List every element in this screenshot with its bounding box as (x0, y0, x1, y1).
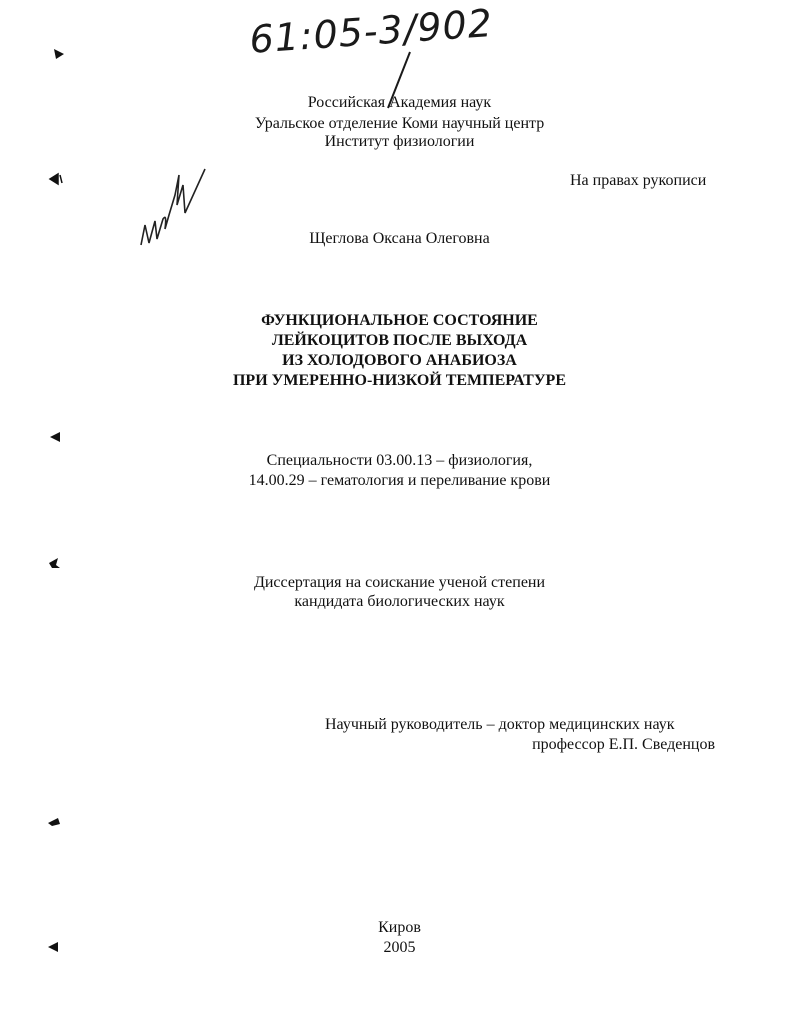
title-line-4: ПРИ УМЕРЕННО-НИЗКОЙ ТЕМПЕРАТУРЕ (232, 372, 566, 389)
institute-name: Институт физиологии (324, 133, 475, 150)
degree-line-2: кандидата биологических наук (294, 593, 505, 610)
title-line-2: ЛЕЙКОЦИТОВ ПОСЛЕ ВЫХОДА (271, 332, 528, 349)
title-line-1: ФУНКЦИОНАЛЬНОЕ СОСТОЯНИЕ (261, 312, 538, 329)
specialty-line-1: Специальности 03.00.13 – физиология, (266, 452, 533, 469)
manuscript-note: На правах рукописи (570, 172, 707, 189)
city: Киров (378, 919, 421, 936)
margin-mark-3 (48, 430, 62, 444)
margin-mark-4 (46, 556, 62, 572)
academy-name: Российская Академия наук (307, 94, 492, 111)
supervisor-line-2: профессор Е.П. Сведенцов (532, 736, 715, 753)
specialty-line-2: 14.00.29 – гематология и переливание крови (248, 472, 551, 489)
author-name: Щеглова Оксана Олеговна (309, 230, 490, 247)
margin-mark-1 (52, 47, 66, 61)
margin-mark-2 (48, 172, 64, 186)
year: 2005 (383, 939, 416, 956)
branch-name: Уральское отделение Коми научный центр (254, 115, 545, 132)
archive-number-handwritten: 61:05-3/902 (248, 0, 495, 62)
supervisor-line-1: Научный руководитель – доктор медицинских наук (325, 716, 675, 733)
degree-line-1: Диссертация на соискание ученой степени (253, 574, 546, 591)
margin-mark-5 (46, 815, 62, 829)
title-line-3: ИЗ ХОЛОДОВОГО АНАБИОЗА (282, 352, 517, 369)
